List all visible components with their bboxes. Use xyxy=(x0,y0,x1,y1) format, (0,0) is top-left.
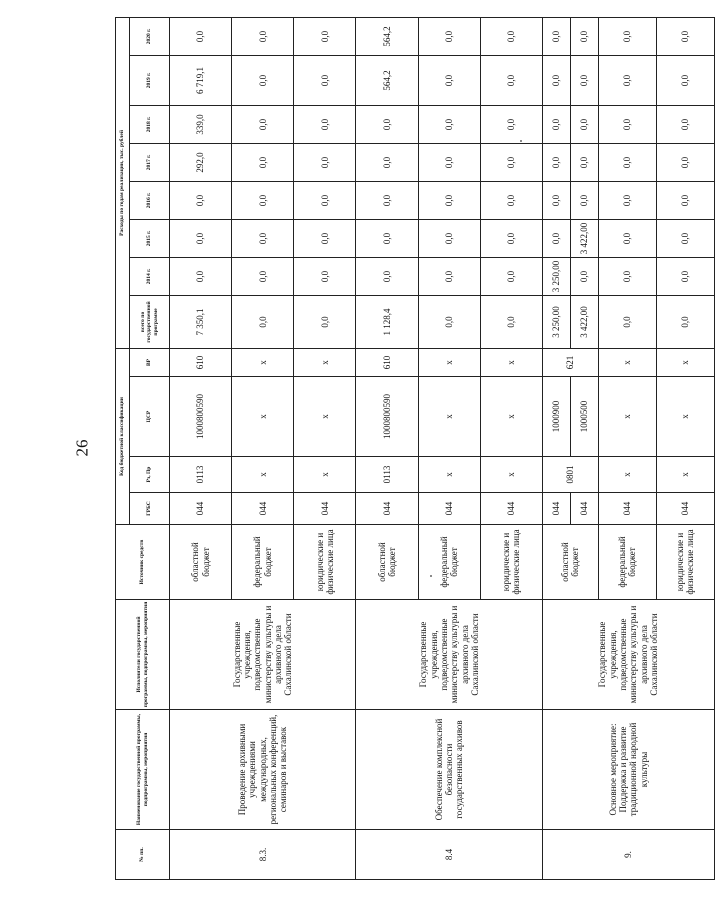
csr-cell: х xyxy=(480,377,542,457)
year-cell: 0,0 xyxy=(170,17,232,55)
scan-speck xyxy=(520,140,522,142)
header-total: всего по государственной программе xyxy=(130,295,170,348)
year-cell: 0,0 xyxy=(294,105,356,143)
year-cell: 0,0 xyxy=(480,105,542,143)
year-cell: 0,0 xyxy=(542,181,570,219)
year-cell: 0,0 xyxy=(356,143,418,181)
year-cell: 0,0 xyxy=(598,257,656,295)
year-cell: 0,0 xyxy=(356,181,418,219)
year-cell: 0,0 xyxy=(542,55,570,105)
total-cell: 0,0 xyxy=(598,295,656,348)
year-cell: 0,0 xyxy=(598,55,656,105)
header-expense-group: Расходы по годам реализации, тыс. рублей xyxy=(116,17,130,348)
year-cell: 0,0 xyxy=(480,181,542,219)
year-cell: 0,0 xyxy=(232,219,294,257)
grbs-cell: 044 xyxy=(570,493,598,525)
source-cell: областной бюджет xyxy=(356,525,418,600)
header-year-2014: 2014 г. xyxy=(130,257,170,295)
rzpr-cell: х xyxy=(656,457,714,493)
header-row-1 xyxy=(116,17,130,879)
section-number: 9. xyxy=(542,830,714,880)
grbs-cell: 044 xyxy=(356,493,418,525)
section-name: Основное мероприятие: Поддержка и развитие традиционной народной культуры xyxy=(542,710,714,830)
scan-speck xyxy=(430,575,432,577)
year-cell: 0,0 xyxy=(294,181,356,219)
year-cell: 0,0 xyxy=(542,219,570,257)
vr-cell: х xyxy=(480,348,542,376)
year-cell: 0,0 xyxy=(356,257,418,295)
csr-cell: х xyxy=(232,377,294,457)
total-cell: 0,0 xyxy=(480,295,542,348)
year-cell: 0,0 xyxy=(656,17,714,55)
year-cell: 0,0 xyxy=(656,257,714,295)
grbs-cell: 044 xyxy=(294,493,356,525)
year-cell: 6 719,1 xyxy=(170,55,232,105)
year-cell: 0,0 xyxy=(232,105,294,143)
year-cell: 0,0 xyxy=(598,181,656,219)
year-cell: 0,0 xyxy=(480,219,542,257)
year-cell: 0,0 xyxy=(294,219,356,257)
total-cell: 0,0 xyxy=(418,295,480,348)
grbs-cell: 044 xyxy=(480,493,542,525)
year-cell: 0,0 xyxy=(418,105,480,143)
year-cell: 0,0 xyxy=(656,181,714,219)
total-cell: 3 250,00 xyxy=(542,295,570,348)
header-code-group: Код бюджетной классификации xyxy=(116,348,130,524)
year-cell: 0,0 xyxy=(598,143,656,181)
year-cell: 0,0 xyxy=(598,219,656,257)
rzpr-cell: х xyxy=(598,457,656,493)
section-name: Обеспечение комплексной безопасности государственных архивов xyxy=(356,710,542,830)
total-cell: 3 422,00 xyxy=(570,295,598,348)
section-number: 8.4 xyxy=(356,830,542,880)
header-source: Источник средств xyxy=(116,525,170,600)
header-name: Наименование государственной программы, подпрограммы, мероприятия xyxy=(116,710,170,830)
year-cell: 0,0 xyxy=(570,257,598,295)
year-cell: 0,0 xyxy=(294,55,356,105)
vr-cell: х xyxy=(418,348,480,376)
header-year-2016: 2016 г. xyxy=(130,181,170,219)
year-cell: 564,2 xyxy=(356,55,418,105)
source-cell: областной бюджет xyxy=(170,525,232,600)
source-cell: федеральный бюджет xyxy=(418,525,480,600)
header-year-2020: 2020 г. xyxy=(130,17,170,55)
header-year-2018: 2018 г. xyxy=(130,105,170,143)
year-cell: 0,0 xyxy=(656,219,714,257)
grbs-cell: 044 xyxy=(232,493,294,525)
vr-cell: х xyxy=(294,348,356,376)
year-cell: 0,0 xyxy=(294,257,356,295)
rotated-table-wrapper xyxy=(115,26,715,880)
year-cell: 0,0 xyxy=(356,219,418,257)
total-cell: 0,0 xyxy=(294,295,356,348)
year-cell: 0,0 xyxy=(480,257,542,295)
year-cell: 3 422,00 xyxy=(570,219,598,257)
csr-cell: х xyxy=(598,377,656,457)
year-cell: 0,0 xyxy=(418,143,480,181)
csr-cell: х xyxy=(294,377,356,457)
year-cell: 0,0 xyxy=(480,143,542,181)
year-cell: 0,0 xyxy=(418,257,480,295)
year-cell: 0,0 xyxy=(656,105,714,143)
vr-cell: 610 xyxy=(356,348,418,376)
source-cell: областной бюджет xyxy=(542,525,598,600)
grbs-cell: 044 xyxy=(656,493,714,525)
grbs-cell: 044 xyxy=(542,493,570,525)
year-cell: 0,0 xyxy=(542,105,570,143)
section-executor: Государственные учреждения, подведомственные министерству культуры и архивного дела Сахалинской области xyxy=(542,600,714,710)
csr-cell: 1000800590 xyxy=(356,377,418,457)
year-cell: 0,0 xyxy=(294,17,356,55)
source-cell: федеральный бюджет xyxy=(232,525,294,600)
year-cell: 0,0 xyxy=(656,143,714,181)
year-cell: 3 250,00 xyxy=(542,257,570,295)
header-num: № пп. xyxy=(116,830,170,880)
header-vr: ВР xyxy=(130,348,170,376)
year-cell: 0,0 xyxy=(570,55,598,105)
year-cell: 564,2 xyxy=(356,17,418,55)
year-cell: 0,0 xyxy=(170,181,232,219)
rzpr-cell: х xyxy=(480,457,542,493)
total-cell: 7 350,1 xyxy=(170,295,232,348)
rzpr-cell: х xyxy=(418,457,480,493)
rzpr-cell: 0801 xyxy=(542,457,598,493)
rzpr-cell: 0113 xyxy=(356,457,418,493)
header-rzpr: Рз, Пр xyxy=(130,457,170,493)
year-cell: 0,0 xyxy=(598,105,656,143)
section-executor: Государственные учреждения, подведомственные министерству культуры и архивного дела Сахалинской области xyxy=(170,600,356,710)
vr-cell: 621 xyxy=(542,348,598,376)
csr-cell: 1000500 xyxy=(570,377,598,457)
rzpr-cell: х xyxy=(232,457,294,493)
year-cell: 0,0 xyxy=(570,143,598,181)
csr-cell: 1000800590 xyxy=(170,377,232,457)
year-cell: 0,0 xyxy=(570,17,598,55)
vr-cell: х xyxy=(598,348,656,376)
total-cell: 1 128,4 xyxy=(356,295,418,348)
year-cell: 0,0 xyxy=(418,17,480,55)
rzpr-cell: 0113 xyxy=(170,457,232,493)
vr-cell: х xyxy=(656,348,714,376)
year-cell: 0,0 xyxy=(294,143,356,181)
header-year-2017: 2017 г. xyxy=(130,143,170,181)
year-cell: 0,0 xyxy=(480,17,542,55)
table-row xyxy=(356,17,418,879)
table-row xyxy=(542,17,570,879)
section-name: Проведение архивными учреждениями международных, региональных конференций, семинаров и выставок xyxy=(170,710,356,830)
header-grbs: ГРБС xyxy=(130,493,170,525)
header-executor: Исполнители государственной программы, подпрограммы, мероприятия xyxy=(116,600,170,710)
year-cell: 0,0 xyxy=(232,17,294,55)
year-cell: 0,0 xyxy=(656,55,714,105)
budget-table xyxy=(115,17,715,880)
vr-cell: х xyxy=(232,348,294,376)
source-cell: юридические и физические лица xyxy=(294,525,356,600)
year-cell: 0,0 xyxy=(570,181,598,219)
year-cell: 0,0 xyxy=(418,219,480,257)
year-cell: 0,0 xyxy=(232,143,294,181)
total-cell: 0,0 xyxy=(656,295,714,348)
year-cell: 0,0 xyxy=(232,181,294,219)
csr-cell: 1000900 xyxy=(542,377,570,457)
section-number: 8.3. xyxy=(170,830,356,880)
year-cell: 0,0 xyxy=(232,257,294,295)
year-cell: 0,0 xyxy=(480,55,542,105)
grbs-cell: 044 xyxy=(170,493,232,525)
year-cell: 0,0 xyxy=(170,257,232,295)
year-cell: 0,0 xyxy=(418,181,480,219)
header-year-2015: 2015 г. xyxy=(130,219,170,257)
year-cell: 339,0 xyxy=(170,105,232,143)
year-cell: 0,0 xyxy=(598,17,656,55)
vr-cell: 610 xyxy=(170,348,232,376)
source-cell: федеральный бюджет xyxy=(598,525,656,600)
table-row xyxy=(170,17,232,879)
year-cell: 0,0 xyxy=(542,17,570,55)
csr-cell: х xyxy=(656,377,714,457)
rzpr-cell: х xyxy=(294,457,356,493)
year-cell: 0,0 xyxy=(232,55,294,105)
source-cell: юридические и физические лица xyxy=(480,525,542,600)
grbs-cell: 044 xyxy=(418,493,480,525)
section-executor: Государственные учреждения, подведомственные министерству культуры и архивного дела Сахалинской области xyxy=(356,600,542,710)
year-cell: 0,0 xyxy=(570,105,598,143)
year-cell: 0,0 xyxy=(170,219,232,257)
source-cell: юридические и физические лица xyxy=(656,525,714,600)
year-cell: 0,0 xyxy=(356,105,418,143)
header-year-2019: 2019 г. xyxy=(130,55,170,105)
year-cell: 0,0 xyxy=(542,143,570,181)
csr-cell: х xyxy=(418,377,480,457)
header-csr: ЦСР xyxy=(130,377,170,457)
page-number: 26 xyxy=(72,439,92,457)
year-cell: 0,0 xyxy=(418,55,480,105)
grbs-cell: 044 xyxy=(598,493,656,525)
total-cell: 0,0 xyxy=(232,295,294,348)
year-cell: 292,0 xyxy=(170,143,232,181)
